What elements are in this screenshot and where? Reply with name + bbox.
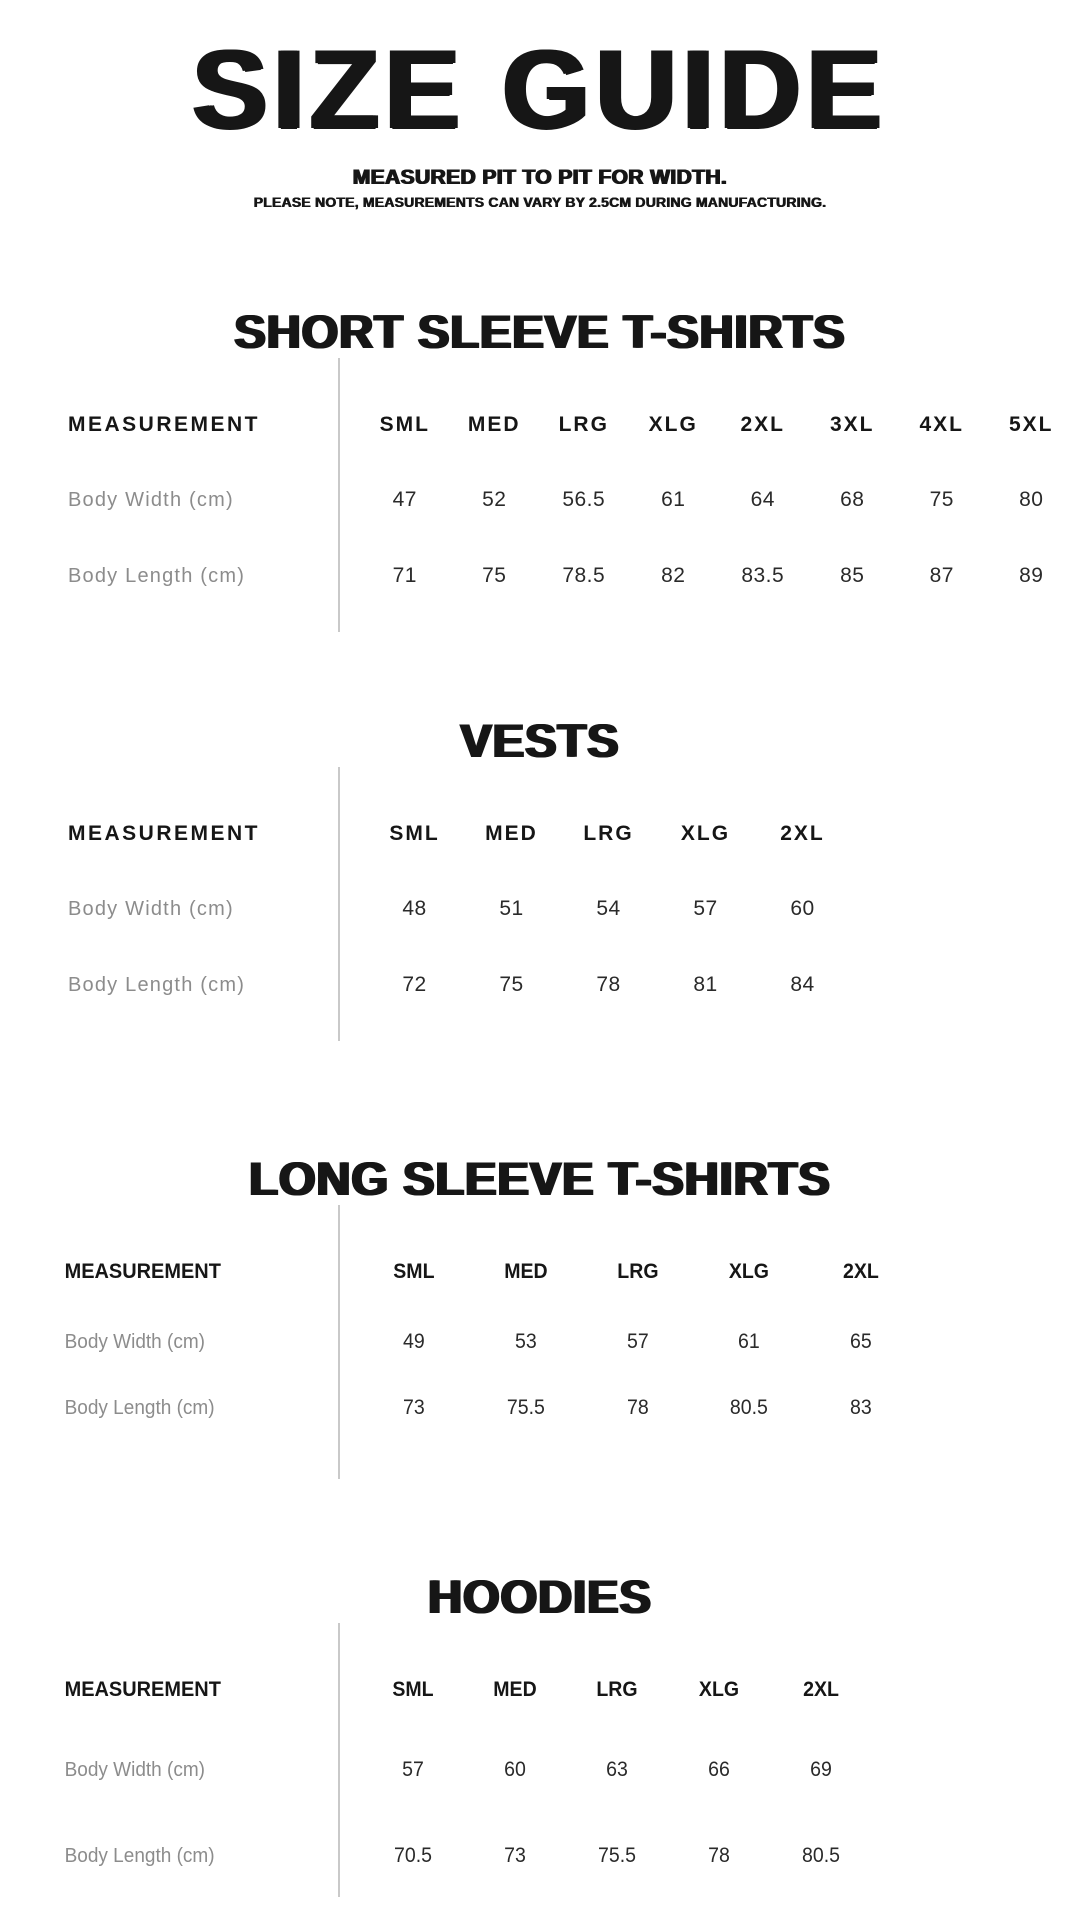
row-values (360, 488, 1076, 512)
measurement-header: MEASUREMENT (64, 1678, 221, 1701)
size-header-row (0, 807, 1080, 861)
size-header-cells (362, 1678, 872, 1702)
row-label: Body Width (cm) (64, 1758, 206, 1781)
size-header-cell: SML (379, 413, 430, 436)
divider-line (338, 1205, 340, 1479)
size-table (0, 795, 1080, 1023)
table-row (0, 1309, 1080, 1375)
page-subtitle: MEASURED PIT TO PIT FOR WIDTH. (352, 166, 728, 189)
measurement-header: MEASUREMENT (64, 1260, 221, 1283)
size-value-cell: 73 (403, 1396, 425, 1419)
row-values (358, 1330, 917, 1354)
size-value-cell: 66 (708, 1758, 730, 1781)
section-vests (0, 715, 1080, 1023)
size-header-cells (358, 1260, 917, 1284)
size-header-cell: XLG (729, 1260, 770, 1283)
size-value-cell: 84 (790, 973, 815, 996)
table-row (0, 462, 1080, 538)
size-value-cell: 47 (392, 488, 417, 511)
size-table (0, 1233, 1080, 1441)
size-value-cell: 64 (750, 488, 775, 511)
page-header (0, 27, 1080, 210)
size-value-cell: 75.5 (597, 1844, 637, 1867)
size-header-cell: 5XL (1008, 413, 1054, 436)
size-header-cell: 2XL (780, 822, 825, 845)
measurement-header: MEASUREMENT (68, 822, 261, 845)
row-label: Body Length (cm) (64, 1396, 215, 1419)
table-row (0, 947, 1080, 1023)
size-value-cell: 80.5 (801, 1844, 841, 1867)
row-values (366, 897, 851, 921)
size-value-cell: 71 (392, 564, 417, 587)
divider-line (338, 1623, 340, 1897)
row-label: Body Length (cm) (68, 973, 246, 996)
page-title: SIZE GUIDE (192, 27, 888, 152)
row-label: Body Length (cm) (68, 564, 246, 587)
row-values (362, 1844, 872, 1868)
size-value-cell: 56.5 (562, 488, 606, 511)
row-values (366, 973, 851, 997)
size-header-cells (360, 413, 1076, 437)
size-header-cell: MED (485, 822, 538, 845)
size-value-cell: 83.5 (741, 564, 785, 587)
size-value-cell: 60 (790, 897, 815, 920)
size-value-cell: 51 (499, 897, 524, 920)
size-header-row (0, 398, 1080, 452)
size-value-cell: 75.5 (506, 1396, 545, 1419)
size-value-cell: 81 (693, 973, 718, 996)
size-value-cell: 83 (850, 1396, 872, 1419)
size-header-row (0, 1663, 1080, 1717)
size-header-cell: 2XL (803, 1678, 839, 1701)
size-header-cell: XLG (680, 822, 731, 845)
size-value-cell: 48 (402, 897, 427, 920)
size-value-cell: 61 (738, 1330, 761, 1353)
size-value-cell: 52 (482, 488, 507, 511)
size-value-cell: 87 (929, 564, 954, 587)
divider-line (338, 358, 340, 632)
section-heading: VESTS (460, 714, 620, 767)
size-value-cell: 75 (929, 488, 954, 511)
size-header-cell: 3XL (829, 413, 875, 436)
row-label: Body Width (cm) (64, 1330, 206, 1353)
page-note: PLEASE NOTE, MEASUREMENTS CAN VARY BY 2.5CM DURING MANUFACTURING. (253, 194, 827, 210)
section-hoodies (0, 1571, 1080, 1899)
size-value-cell: 72 (402, 973, 427, 996)
size-table (0, 1651, 1080, 1899)
size-value-cell: 68 (840, 488, 865, 511)
size-header-row (0, 1245, 1080, 1299)
size-header-cell: 2XL (843, 1260, 879, 1283)
table-row (0, 871, 1080, 947)
size-header-cell: SML (389, 822, 440, 845)
row-label: Body Width (cm) (68, 897, 234, 920)
size-value-cell: 49 (403, 1330, 425, 1353)
size-header-cell: SML (392, 1678, 434, 1701)
size-header-cell: 2XL (740, 413, 785, 436)
section-long-sleeve-t-shirts (0, 1153, 1080, 1441)
size-value-cell: 78 (708, 1844, 730, 1867)
table-row (0, 1813, 1080, 1899)
section-heading: LONG SLEEVE T-SHIRTS (249, 1152, 831, 1205)
row-label: Body Width (cm) (68, 488, 234, 511)
size-value-cell: 60 (504, 1758, 526, 1781)
size-value-cell: 82 (661, 564, 686, 587)
size-header-cell: SML (393, 1260, 435, 1283)
size-value-cell: 78 (596, 973, 621, 996)
size-value-cell: 80 (1019, 488, 1044, 511)
size-value-cell: 75 (499, 973, 524, 996)
size-value-cell: 57 (693, 897, 718, 920)
size-value-cell: 70.5 (393, 1844, 433, 1867)
size-value-cell: 80.5 (730, 1396, 769, 1419)
size-value-cell: 65 (850, 1330, 872, 1353)
size-header-cell: LRG (616, 1260, 659, 1283)
divider-line (338, 767, 340, 1041)
size-header-cell: MED (493, 1678, 537, 1701)
row-values (362, 1758, 872, 1782)
size-value-cell: 89 (1019, 564, 1044, 587)
size-value-cell: 75 (482, 564, 507, 587)
size-header-cell: MED (503, 1260, 548, 1283)
size-header-cell: 4XL (919, 413, 964, 436)
size-header-cell: LRG (596, 1678, 638, 1701)
measurement-header: MEASUREMENT (68, 413, 261, 436)
size-value-cell: 78 (626, 1396, 649, 1419)
size-value-cell: 63 (606, 1758, 628, 1781)
size-value-cell: 57 (626, 1330, 649, 1353)
size-value-cell: 61 (661, 488, 686, 511)
size-header-cells (366, 822, 851, 846)
size-value-cell: 54 (596, 897, 621, 920)
size-value-cell: 85 (840, 564, 865, 587)
section-heading: SHORT SLEEVE T-SHIRTS (234, 305, 846, 358)
table-row (0, 1727, 1080, 1813)
section-heading: HOODIES (428, 1570, 652, 1623)
size-header-cell: LRG (583, 822, 634, 845)
size-header-cell: XLG (648, 413, 698, 436)
section-short-sleeve-t-shirts (0, 306, 1080, 614)
size-value-cell: 53 (514, 1330, 537, 1353)
row-values (360, 564, 1076, 588)
size-header-cell: MED (467, 413, 521, 436)
size-table (0, 386, 1080, 614)
size-value-cell: 73 (504, 1844, 526, 1867)
size-value-cell: 69 (810, 1758, 832, 1781)
size-value-cell: 78.5 (562, 564, 606, 587)
row-label: Body Length (cm) (64, 1844, 215, 1867)
row-values (358, 1396, 917, 1420)
table-row (0, 538, 1080, 614)
size-header-cell: XLG (698, 1678, 740, 1701)
size-value-cell: 57 (402, 1758, 424, 1781)
size-header-cell: LRG (558, 413, 609, 436)
table-row (0, 1375, 1080, 1441)
